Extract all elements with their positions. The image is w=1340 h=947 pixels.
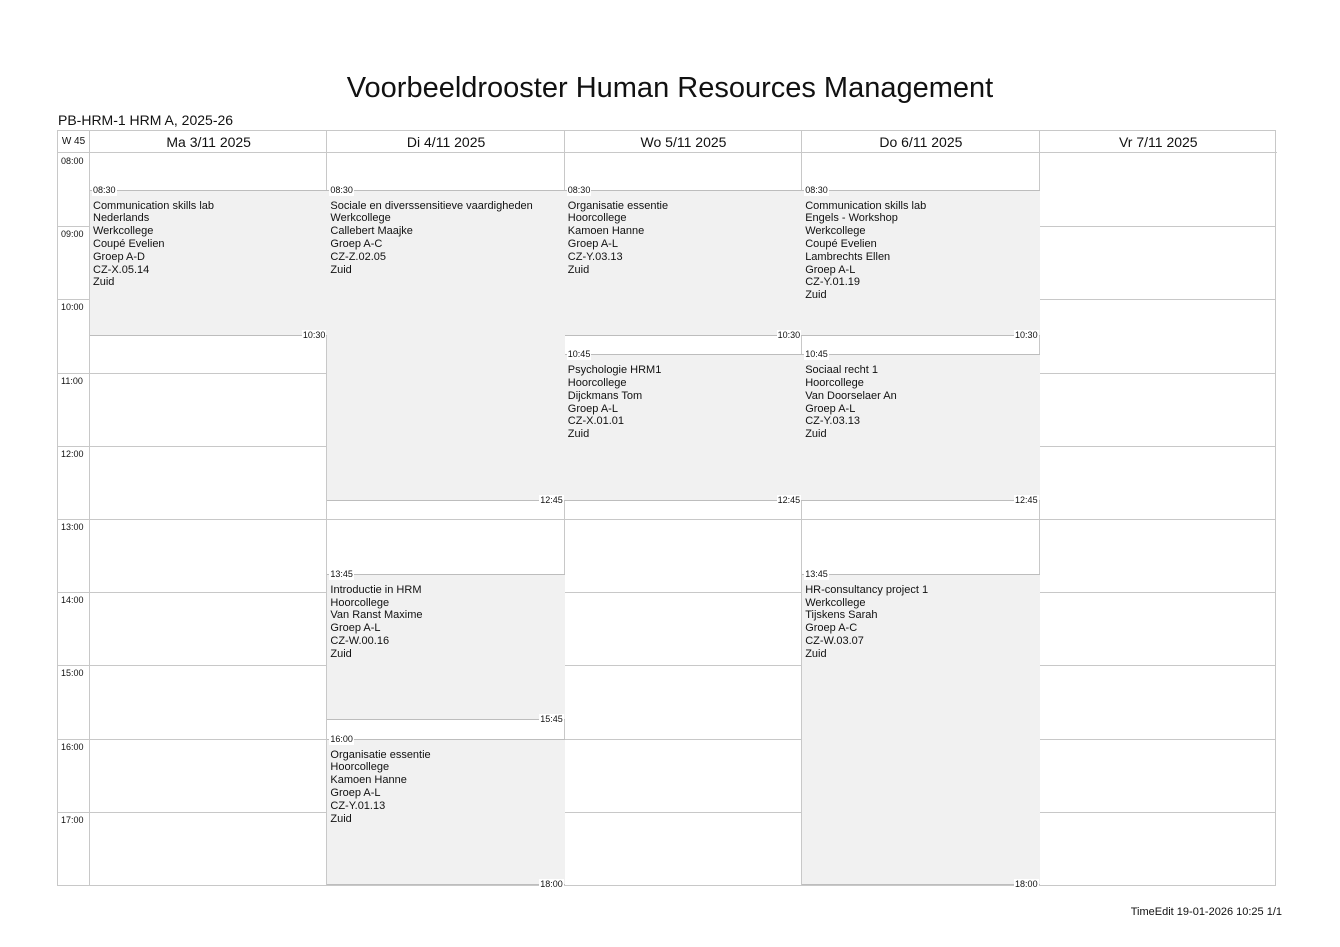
hour-label: 17:00 <box>61 814 84 825</box>
event-start-time: 08:30 <box>330 184 353 195</box>
event-detail-line: Werkcollege <box>330 212 391 225</box>
event-detail-line: Tijskens Sarah <box>805 609 878 622</box>
schedule-event[interactable] <box>802 184 1039 340</box>
event-detail-line: Groep A-D <box>93 250 145 263</box>
event-detail-line: Groep A-C <box>805 622 858 635</box>
event-detail-line: Zuid <box>805 428 827 441</box>
event-detail-line: Zuid <box>805 647 827 660</box>
hour-gridline <box>58 592 1275 593</box>
event-course-name: Organisatie essentie <box>330 748 431 761</box>
page-title: Voorbeeldrooster Human Resources Management <box>346 72 994 104</box>
event-end-time: 10:30 <box>1015 329 1038 340</box>
event-course-name: HR-consultancy project 1 <box>805 583 929 596</box>
schedule-subtitle: PB-HRM-1 HRM A, 2025-26 <box>58 112 234 128</box>
event-start-time: 16:00 <box>330 733 353 744</box>
event-course-name: Communication skills lab <box>805 199 927 212</box>
event-end-time: 12:45 <box>540 494 563 505</box>
event-detail-line: Hoorcollege <box>805 377 864 390</box>
event-detail-line: Groep A-L <box>567 402 618 415</box>
event-detail-line: Engels - Workshop <box>805 212 898 225</box>
event-detail-line: Hoorcollege <box>330 596 390 609</box>
hour-label: 11:00 <box>61 375 83 386</box>
event-end-time: 15:45 <box>540 714 563 725</box>
event-detail-line: Nederlands <box>93 212 150 225</box>
hour-label: 13:00 <box>61 522 84 532</box>
event-detail-line: Van Doorselaer An <box>805 389 897 402</box>
event-start-time: 13:45 <box>330 568 353 579</box>
event-start-time: 08:30 <box>805 184 828 195</box>
event-details <box>805 584 928 661</box>
event-end-time: 12:45 <box>777 494 801 505</box>
event-detail-line: Werkcollege <box>805 596 866 609</box>
event-detail-line: Coupé Evelien <box>93 237 165 250</box>
event-detail-line: Zuid <box>330 647 352 660</box>
event-start-time: 10:45 <box>805 349 828 360</box>
schedule-event[interactable] <box>327 733 564 889</box>
hour-gridline <box>58 519 1275 520</box>
event-detail-line: Zuid <box>93 276 115 289</box>
event-detail-line: Lambrechts Ellen <box>805 250 891 263</box>
schedule-event[interactable] <box>90 184 327 340</box>
event-detail-line: CZ-Y.01.13 <box>330 799 386 812</box>
week-label: W 45 <box>58 131 90 153</box>
event-detail-line: Coupé Evelien <box>805 237 877 250</box>
hour-label: 10:00 <box>61 302 84 313</box>
event-detail-line: Groep A-L <box>330 622 381 635</box>
event-detail-line: Hoorcollege <box>567 212 627 225</box>
event-start-time: 10:45 <box>567 349 591 360</box>
day-header: Di 4/11 2025 <box>327 131 564 153</box>
day-header: Wo 5/11 2025 <box>565 131 802 153</box>
event-course-name: Sociaal recht 1 <box>805 364 878 377</box>
hour-gridline <box>58 665 1275 666</box>
event-detail-line: CZ-Y.03.13 <box>567 250 623 263</box>
event-detail-line: Groep A-L <box>567 237 618 250</box>
event-detail-line: CZ-X.01.01 <box>567 415 625 428</box>
event-detail-line: Zuid <box>805 289 827 302</box>
event-details <box>568 200 668 277</box>
hour-label: 14:00 <box>61 595 84 606</box>
event-detail-line: Zuid <box>330 263 352 276</box>
event-detail-line: Dijckmans Tom <box>567 389 643 402</box>
event-start-time: 13:45 <box>805 568 828 579</box>
schedule-event[interactable] <box>802 568 1039 889</box>
schedule-event[interactable] <box>327 184 564 505</box>
event-detail-line: Hoorcollege <box>330 761 390 774</box>
event-detail-line: Groep A-L <box>330 786 381 799</box>
hour-label: 08:00 <box>61 156 84 166</box>
event-details <box>330 749 430 826</box>
event-detail-line: Kamoen Hanne <box>567 225 645 238</box>
hour-label: 09:00 <box>61 229 84 240</box>
event-detail-line: CZ-Z.02.05 <box>330 250 387 263</box>
event-end-time: 10:30 <box>777 329 801 340</box>
schedule-event[interactable] <box>565 349 802 505</box>
event-start-time: 08:30 <box>567 184 591 195</box>
hour-label: 16:00 <box>61 741 84 752</box>
event-detail-line: CZ-W.00.16 <box>330 635 390 648</box>
day-header: Do 6/11 2025 <box>802 131 1039 153</box>
day-header: Ma 3/11 2025 <box>90 131 327 153</box>
event-end-time: 18:00 <box>540 878 563 889</box>
event-detail-line: CZ-Y.01.19 <box>805 276 861 289</box>
event-course-name: Introductie in HRM <box>330 583 422 596</box>
hour-gridline <box>58 812 1275 813</box>
event-detail-line: Zuid <box>567 263 590 276</box>
event-detail-line: Groep A-L <box>805 402 856 415</box>
event-detail-line: Zuid <box>330 812 352 825</box>
event-detail-line: Zuid <box>567 428 590 441</box>
schedule-event[interactable] <box>565 184 802 340</box>
event-detail-line: Callebert Maajke <box>330 225 413 238</box>
event-detail-line: Kamoen Hanne <box>330 774 407 787</box>
event-detail-line: Van Ranst Maxime <box>330 609 423 622</box>
event-detail-line: Hoorcollege <box>567 377 627 390</box>
event-start-time: 08:30 <box>93 184 116 195</box>
event-detail-line: Werkcollege <box>805 225 866 238</box>
event-detail-line: Groep A-C <box>330 237 383 250</box>
event-course-name: Communication skills lab <box>93 199 215 212</box>
event-details <box>330 584 422 661</box>
event-course-name: Organisatie essentie <box>567 199 669 212</box>
event-details <box>568 364 662 441</box>
schedule-event[interactable] <box>802 349 1039 505</box>
day-header: Vr 7/11 2025 <box>1040 131 1277 153</box>
event-end-time: 18:00 <box>1015 878 1038 889</box>
event-detail-line: CZ-W.03.07 <box>805 635 864 648</box>
event-details <box>805 200 926 302</box>
schedule-grid <box>57 130 1276 889</box>
hour-label: 12:00 <box>61 448 84 459</box>
event-details <box>93 200 214 290</box>
schedule-event[interactable] <box>327 568 564 725</box>
event-course-name: Sociale en diverssensitieve vaardigheden <box>330 199 533 212</box>
event-course-name: Psychologie HRM1 <box>567 364 662 377</box>
event-detail-line: CZ-X.05.14 <box>93 263 150 276</box>
event-detail-line: CZ-Y.03.13 <box>805 415 861 428</box>
event-end-time: 12:45 <box>1015 494 1038 505</box>
footer-info: TimeEdit 19-01-2026 10:25 1/1 <box>1130 906 1282 918</box>
event-details <box>330 200 532 277</box>
event-end-time: 10:30 <box>302 329 326 340</box>
event-detail-line: Werkcollege <box>93 225 154 238</box>
hour-label: 15:00 <box>61 668 84 679</box>
event-detail-line: Groep A-L <box>805 263 856 276</box>
event-details <box>805 364 897 441</box>
hour-gridline <box>58 739 1275 740</box>
